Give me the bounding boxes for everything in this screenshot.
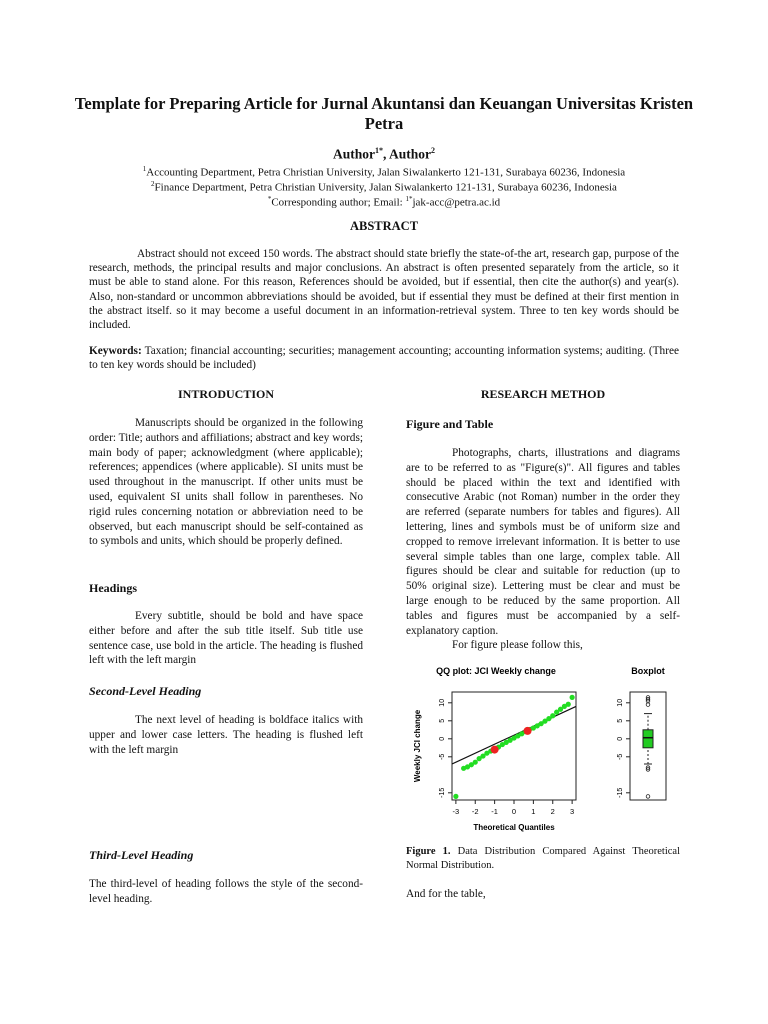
- keywords-text: Taxation; financial accounting; securities; management accounting; accounting information systems; auditing. (Three to ten key words should be included): [89, 345, 679, 372]
- abstract-body: Abstract should not exceed 150 words. The abstract should state briefly the state-of-the art, research gap, purpose of the research, methods, the principal results and major conclusions. An abstract is often presented separately from the article, so it must be able to stand alone. For this reason, References should be avoided, but if essential, then cite the author(s) and year(s). Also, non-standard or uncommon abbreviations should be avoided, but if essential they must be defined at their first mention in the abstract itself. so it may become a useful document in an information-retrieval system. Three to ten key words should be included.: [89, 248, 679, 332]
- headings-heading: Headings: [89, 581, 138, 595]
- qq-y-axis: [439, 699, 452, 798]
- boxplot-outlier: [646, 795, 650, 799]
- qq-title: QQ plot: JCI Weekly change: [436, 666, 556, 676]
- figure-table-body: [406, 446, 680, 653]
- affiliation-2-sup: 2: [151, 180, 155, 188]
- qq-x-tick-label: -2: [471, 807, 479, 816]
- table-intro: And for the table,: [406, 888, 486, 900]
- author-2-sup: 2: [431, 146, 436, 155]
- boxplot-title: Boxplot: [631, 666, 665, 676]
- qq-x-tick-label: 3: [570, 807, 575, 816]
- qq-point: [566, 702, 571, 707]
- qq-x-tick-label: 0: [511, 807, 517, 816]
- introduction-paragraph: Manuscripts should be organized in the following order: Title; authors and affiliations; abstract and key words; main body of paper; acknowledgment (where applicable); references; appendices (where applicable). SI units must be used throughout in the manuscript. If other units must be used, equivalent SI units shall follow in parentheses. No rigid rules concerning notation or abbreviation need to be observed, but each manuscript should be self-contained as to symbols and units, which should be properly defined.: [89, 417, 363, 548]
- email-link[interactable]: jak-acc@petra.ac.id: [412, 196, 501, 209]
- qq-x-tick-label: 2: [550, 807, 555, 816]
- follow-paragraph: For figure please follow this,: [452, 639, 583, 652]
- second-level-heading: Second-Level Heading: [89, 684, 202, 698]
- qq-point: [570, 695, 575, 700]
- author-2: Author: [389, 146, 432, 162]
- keywords: [89, 344, 679, 372]
- qq-highlight-point: [491, 746, 499, 754]
- qq-point: [473, 760, 478, 765]
- author-1: Author: [332, 146, 375, 162]
- qq-highlight-point: [524, 727, 532, 735]
- boxplot-y-tick-label: -5: [617, 753, 624, 760]
- boxplot-marks: [643, 696, 653, 799]
- affiliation-1-text: Accounting Department, Petra Christian University, Jalan Siwalankerto 121-131, Surabaya 60236, Indonesia: [146, 166, 626, 179]
- corresponding-sup: *: [267, 195, 272, 203]
- headings-body: [89, 609, 363, 668]
- qq-y-tick-label: 0: [439, 736, 446, 741]
- figure-1: [406, 660, 680, 838]
- qq-x-axis: [453, 800, 575, 816]
- boxplot-y-tick-label: 0: [617, 736, 624, 741]
- qq-y-tick-label: -15: [439, 787, 446, 798]
- author-separator: ,: [382, 146, 389, 162]
- qq-x-tick-label: 1: [531, 807, 536, 816]
- boxplot-box: [643, 730, 653, 748]
- headings-paragraph: Every subtitle, should be bold and have space either before and after the sub title itself. Sub title use sentence case, use bold in the article. The heading is flushed left with the left margin: [89, 610, 363, 667]
- second-level-body: [89, 713, 363, 757]
- qq-reference-line: [452, 706, 576, 764]
- qq-x-tick-label: -3: [452, 807, 460, 816]
- paper-title: Template for Preparing Article for Jurnal Akuntansi dan Keuangan Universitas Kristen Petra: [74, 94, 694, 133]
- affiliation-2-text: Finance Department, Petra Christian University, Jalan Siwalankerto 121-131, Surabaya 60236, Indonesia: [154, 181, 617, 194]
- figure-table-paragraph: Photographs, charts, illustrations and diagrams are to be referred to as "Figure(s)". All figures and tables should be placed within the text and identified with consecutive Arabic (not Roman) number in the order they are referred (separate numbers for tables and figures). All lettering, lines and symbols must be of uniform size and cropped to remove irrelevant information. It is better to use several simple tables than one large, complex table. All figures should be clear and suitable for reduction (up to 50% original size). Lettering must be clear and must be large enough to be reduced by the same proportion. All tables and figures must be accompanied by a self-explanatory caption.: [406, 447, 680, 637]
- corresponding-text: Corresponding author; Email:: [271, 196, 406, 209]
- figure-table-heading: Figure and Table: [406, 417, 494, 431]
- author-line: [0, 146, 768, 163]
- qq-point: [550, 713, 555, 718]
- qq-x-tick-label: -1: [491, 807, 498, 816]
- keywords-label: Keywords:: [89, 345, 142, 357]
- qq-y-tick-label: 10: [439, 698, 446, 707]
- qq-y-label: Weekly JCI change: [413, 709, 422, 783]
- abstract-heading: ABSTRACT: [349, 219, 419, 233]
- qq-plot-frame: [452, 692, 576, 800]
- qq-reference-line-segment: [452, 706, 576, 764]
- figure-caption-label: Figure 1.: [406, 846, 451, 857]
- second-level-paragraph: The next level of heading is boldface italics with upper and lower case letters. The heading is flushed left with the left margin: [89, 714, 363, 756]
- qq-y-tick-label: -5: [439, 753, 446, 760]
- third-level-heading: Third-Level Heading: [89, 848, 194, 862]
- boxplot-outlier: [646, 703, 650, 707]
- figure-caption-text: Data Distribution Compared Against Theoretical Normal Distribution.: [406, 846, 680, 871]
- qq-points: [453, 695, 574, 799]
- corresponding-author: [0, 192, 768, 211]
- boxplot-y-tick-label: 5: [617, 718, 624, 723]
- research-method-heading: RESEARCH METHOD: [480, 387, 606, 401]
- affiliation-1-sup: 1: [142, 165, 147, 173]
- qq-point: [453, 794, 458, 799]
- qq-y-tick-label: 5: [439, 718, 446, 723]
- email-sup: 1*: [405, 195, 413, 203]
- author-1-sup: 1*: [374, 146, 383, 155]
- figure-caption: [406, 845, 680, 872]
- boxplot-y-tick-label: 10: [617, 698, 624, 707]
- boxplot-y-tick-label: -15: [617, 787, 624, 798]
- introduction-body: [89, 416, 363, 549]
- qq-x-label: Theoretical Quantiles: [473, 823, 555, 832]
- boxplot-y-axis: [617, 699, 630, 798]
- third-level-body: [89, 877, 363, 907]
- introduction-heading: INTRODUCTION: [177, 387, 274, 401]
- third-level-paragraph: The third-level of heading follows the style of the second-level heading.: [89, 878, 363, 905]
